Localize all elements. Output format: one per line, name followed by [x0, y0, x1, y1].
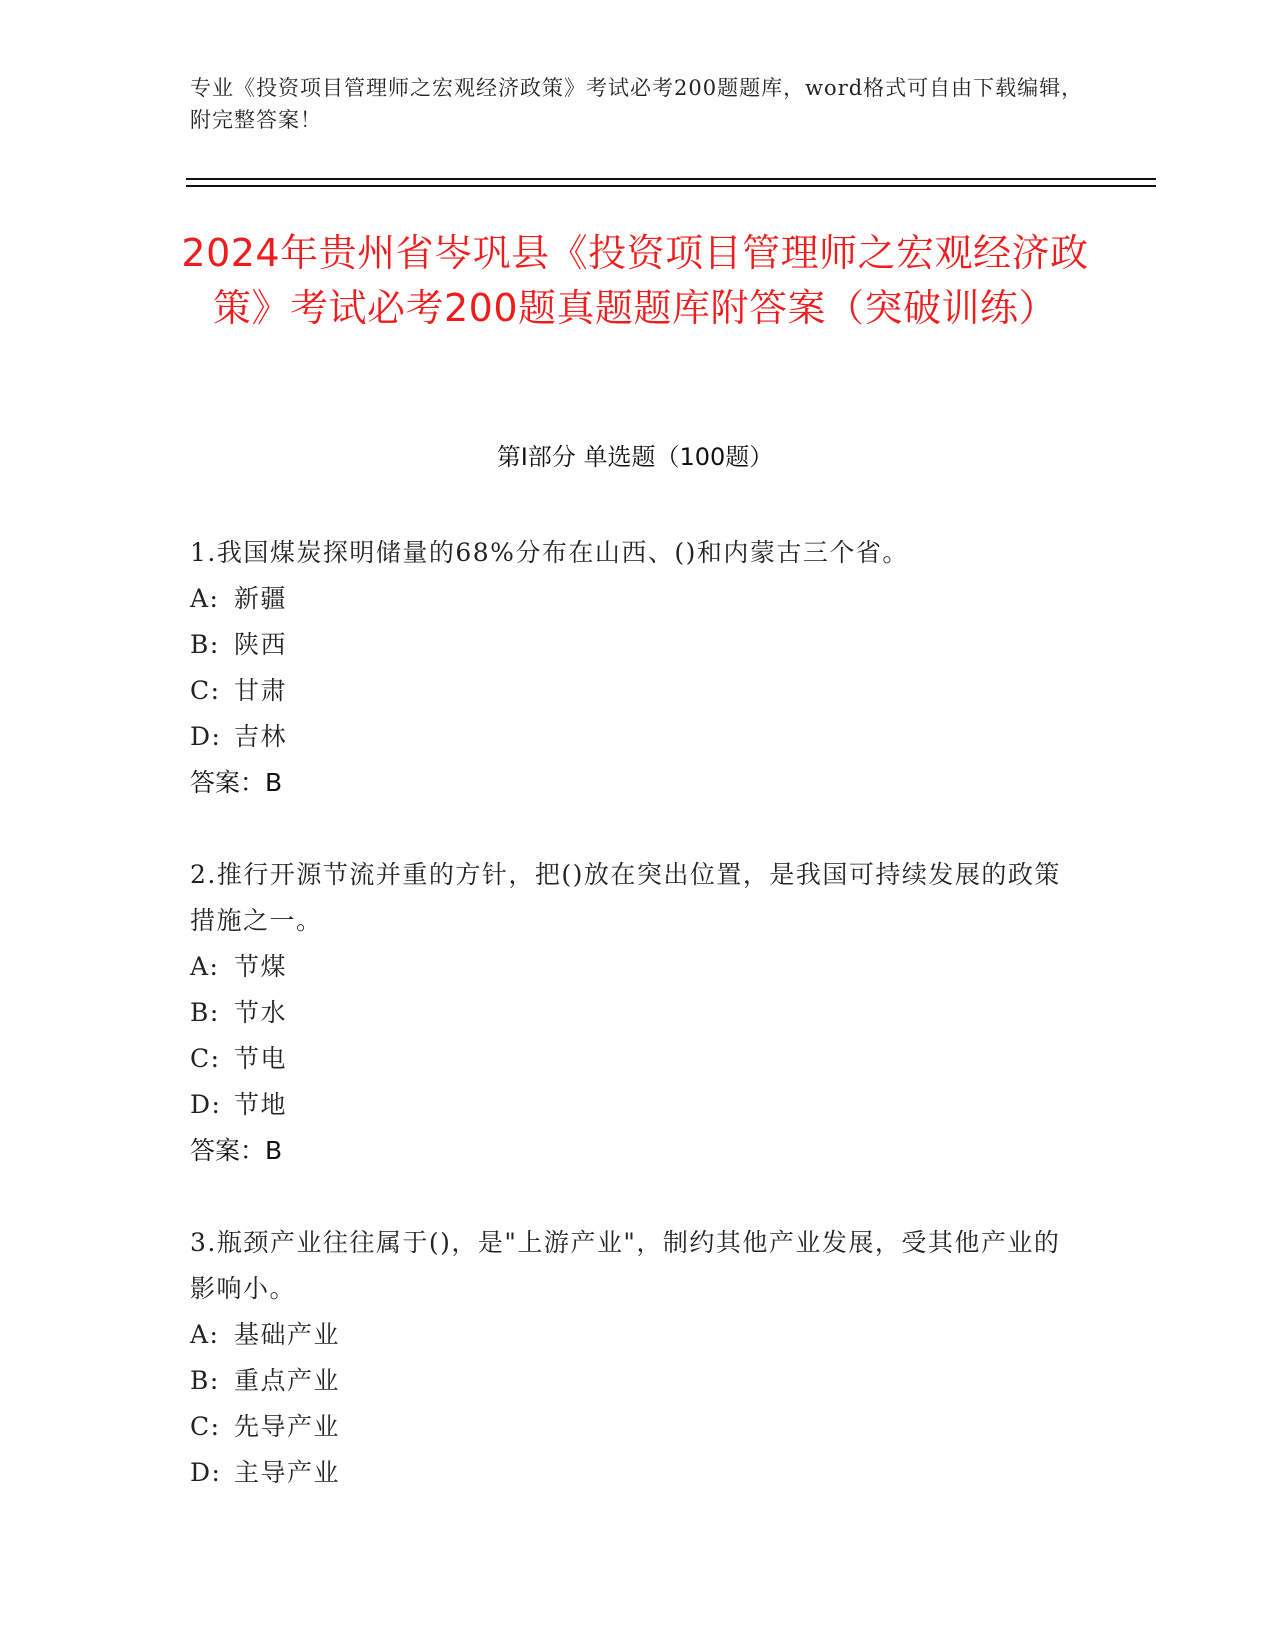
option-letter: C:: [190, 676, 221, 705]
answer-line: 答案：B: [190, 768, 283, 797]
option-text: 节水: [234, 998, 288, 1027]
question-stem: 2.推行开源节流并重的方针，把()放在突出位置，是我国可持续发展的政策措施之一。: [190, 860, 1061, 935]
option-letter: C:: [190, 1412, 221, 1441]
option-text: 基础产业: [234, 1320, 341, 1349]
option-letter: B:: [190, 630, 220, 659]
option-text: 节煤: [234, 952, 288, 981]
question-item: [190, 1220, 1070, 1496]
option-a: [190, 576, 1070, 622]
option-d: [190, 1450, 1070, 1496]
option-letter: A:: [190, 1320, 220, 1349]
option-b: [190, 622, 1070, 668]
option-b: [190, 1358, 1070, 1404]
option-text: 节地: [234, 1090, 288, 1119]
option-text: 主导产业: [234, 1458, 341, 1487]
option-text: 先导产业: [234, 1412, 341, 1441]
question-item: [190, 852, 1070, 1174]
option-text: 甘肃: [234, 676, 288, 705]
option-a: [190, 1312, 1070, 1358]
option-a: [190, 944, 1070, 990]
option-text: 陕西: [234, 630, 288, 659]
header-rule-bottom: [186, 185, 1156, 187]
question-list: [190, 530, 1070, 1542]
option-letter: B:: [190, 1366, 220, 1395]
option-d: [190, 1082, 1070, 1128]
option-letter: A:: [190, 584, 220, 613]
question-stem: 1.我国煤炭探明储量的68%分布在山西、()和内蒙古三个省。: [190, 538, 909, 567]
option-d: [190, 714, 1070, 760]
option-letter: D:: [190, 722, 222, 751]
section-title: 第Ⅰ部分 单选题（100题）: [496, 443, 774, 471]
option-letter: B:: [190, 998, 220, 1027]
header-rule-top: [186, 178, 1156, 180]
option-letter: C:: [190, 1044, 221, 1073]
question-item: [190, 530, 1070, 806]
option-letter: D:: [190, 1090, 222, 1119]
answer-line: 答案：B: [190, 1136, 283, 1165]
option-text: 新疆: [234, 584, 288, 613]
option-text: 重点产业: [234, 1366, 341, 1395]
option-letter: D:: [190, 1458, 222, 1487]
document-title: 2024年贵州省岑巩县《投资项目管理师之宏观经济政策》考试必考200题真题题库附答案（突破训练）: [181, 231, 1089, 330]
option-b: [190, 990, 1070, 1036]
option-c: [190, 1404, 1070, 1450]
option-c: [190, 668, 1070, 714]
question-stem: 3.瓶颈产业往往属于()，是"上游产业"，制约其他产业发展，受其他产业的影响小。: [190, 1228, 1061, 1303]
header-note: 专业《投资项目管理师之宏观经济政策》考试必考200题题库，word格式可自由下载编辑，附完整答案！: [190, 76, 1084, 132]
option-text: 吉林: [234, 722, 288, 751]
option-letter: A:: [190, 952, 220, 981]
option-c: [190, 1036, 1070, 1082]
option-text: 节电: [234, 1044, 288, 1073]
